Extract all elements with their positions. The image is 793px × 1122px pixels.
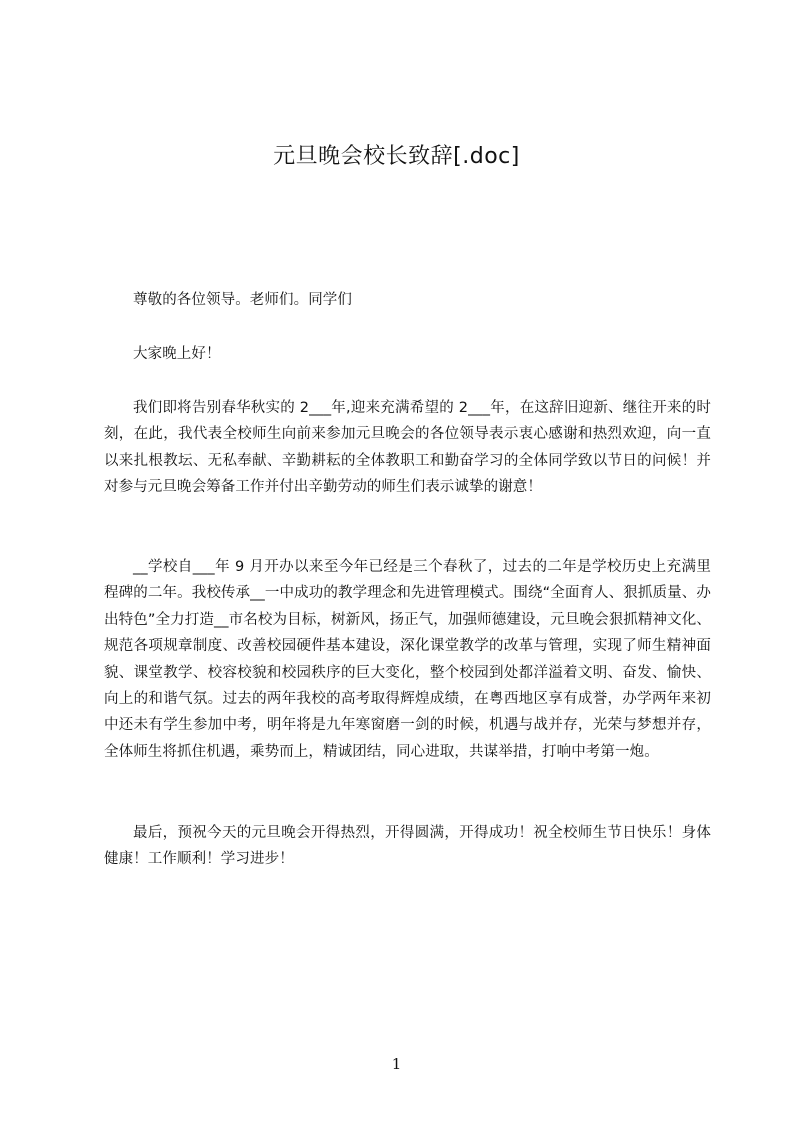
document-title: 元旦晚会校长致辞[.doc] bbox=[273, 144, 520, 169]
school-history-paragraph: __学校自___年 9 月开办以来至今年已经是三个春秋了，过去的二年是学校历史上充满里程碑的二年。我校传承__一中成功的教学理念和先进管理模式。围绕“全面育人、狠抓质量、办出特色”全力打造__市名校为目标，树新风，扬正气，加强师德建设，元旦晚会狠抓精神文化、规范各项规章制度、改善校园硬件基本建设，深化课堂教学的改革与管理，实现了师生精神面貌、课堂教学、校容校貌和校园秩序的巨大变化，整个校园到处都洋溢着文明、奋发、愉快、向上的和谐气氛。过去的两年我校的高考取得辉煌成绩，在粤西地区享有成誉，办学两年来初中还未有学生参加中考，明年将是九年寒窗磨一剑的时候，机遇与战并存，光荣与梦想并存，全体师生将抓住机遇，乘势而上，精诚团结，同心进取，共谋举措，打响中考第一炮。 bbox=[104, 559, 711, 760]
page-number: 1 bbox=[391, 1055, 402, 1073]
opening-paragraph: 我们即将告别春华秋实的 2___年,迎来充满希望的 2___年，在这辞旧迎新、继往开来的时刻，在此，我代表全校师生向前来参加元旦晚会的各位领导表示衷心感谢和热烈欢迎，向一直以来扎根教坛、无私奉献、辛勤耕耘的全体教职工和勤奋学习的全体同学致以节日的问候！并对参与元旦晚会筹备工作并付出辛勤劳动的师生们表示诚挚的谢意！ bbox=[104, 400, 711, 496]
closing-paragraph: 最后，预祝今天的元旦晚会开得热烈，开得圆满，开得成功！祝全校师生节日快乐！身体健康！工作顺利！学习进步！ bbox=[104, 825, 711, 868]
salutation-paragraph: 大家晚上好！ bbox=[133, 346, 221, 362]
greeting-paragraph: 尊敬的各位领导。老师们。同学们 bbox=[133, 292, 352, 308]
